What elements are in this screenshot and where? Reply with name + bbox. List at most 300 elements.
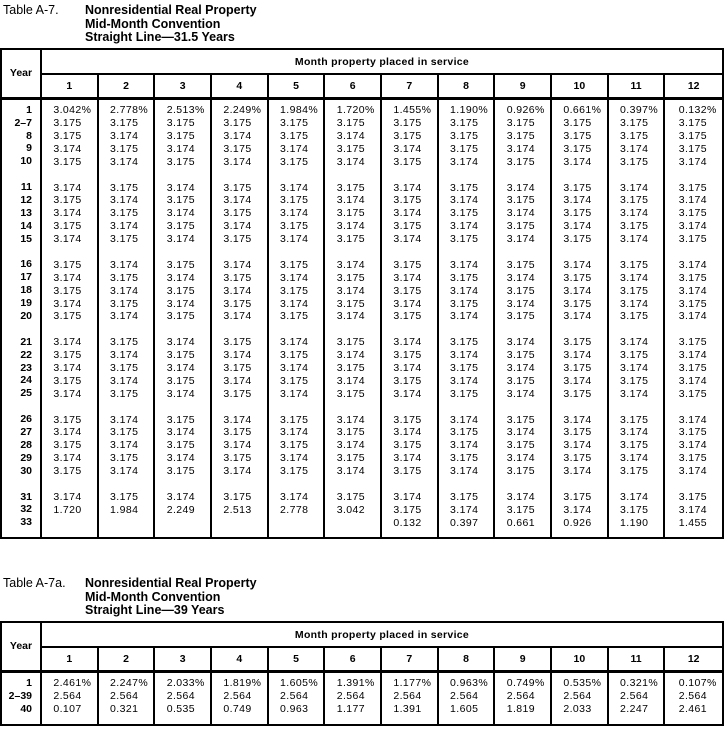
rate-cell (325, 233, 382, 246)
table-header (2, 623, 722, 673)
rate-value: 3.175 (620, 155, 649, 168)
rate-value: 3.175 (450, 117, 479, 130)
rate-value: 3.174 (280, 271, 309, 284)
rate-cell (325, 349, 382, 362)
rate-cell (42, 194, 99, 207)
rate-cell (665, 439, 722, 452)
rate-cell (42, 284, 99, 297)
percent-sign: % (138, 677, 148, 690)
rate-cell (552, 117, 609, 130)
rate-cell (155, 703, 212, 716)
rate-cell (99, 297, 156, 310)
rate-value: 3.174 (450, 155, 479, 168)
rate-cell (155, 426, 212, 439)
rate-value: 3.174 (393, 490, 422, 503)
rate-cell (42, 690, 99, 703)
rate-cell (609, 465, 666, 478)
rate-cell (155, 439, 212, 452)
rate-value: 3.174 (336, 465, 365, 478)
rate-value: 3.174 (336, 155, 365, 168)
rate-cell (495, 413, 552, 426)
rate-cell (665, 374, 722, 387)
rate-value: 3.175 (393, 439, 422, 452)
rate-cell (495, 374, 552, 387)
rate-cell (439, 439, 496, 452)
rate-value: 3.175 (506, 503, 535, 516)
rate-value: 3.174 (506, 490, 535, 503)
year-cell: 11 (2, 181, 42, 194)
rate-value: 3.175 (280, 374, 309, 387)
rate-cell (42, 465, 99, 478)
rate-value: 3.174 (563, 220, 592, 233)
rate-value: 3.175 (336, 452, 365, 465)
rate-value: 3.174 (393, 271, 422, 284)
rate-cell (665, 426, 722, 439)
rate-value: 3.174 (393, 181, 422, 194)
rate-cell (42, 233, 99, 246)
group-gap-cell (212, 400, 269, 413)
rate-value: 3.175 (110, 207, 139, 220)
rate-value: 3.174 (563, 465, 592, 478)
rate-value: 3.175 (223, 336, 252, 349)
rate-cell (439, 310, 496, 323)
rate-cell (609, 310, 666, 323)
rate-cell (495, 336, 552, 349)
rate-cell (382, 491, 439, 504)
rate-cell (382, 362, 439, 375)
spacer-cell (269, 716, 326, 724)
rate-value: 3.175 (393, 374, 422, 387)
rate-value: 2.564 (336, 690, 365, 703)
rate-cell (42, 117, 99, 130)
rate-cell (155, 374, 212, 387)
rate-value: 3.174 (563, 374, 592, 387)
rate-value: 3.174 (678, 374, 707, 387)
rate-value: 3.174 (110, 310, 139, 323)
rate-cell (99, 516, 156, 529)
percent-sign: % (478, 104, 488, 117)
group-gap-cell (495, 478, 552, 491)
rate-cell (495, 516, 552, 529)
rate-cell (325, 413, 382, 426)
rate-value: 3.174 (166, 336, 195, 349)
rate-value: 3.174 (563, 503, 592, 516)
rate-cell (609, 413, 666, 426)
rate-value: 3.175 (620, 374, 649, 387)
rate-value: 2.564 (563, 690, 592, 703)
rate-value: 3.175 (506, 284, 535, 297)
rate-value: 3.175 (280, 465, 309, 478)
rate-value: 3.174 (280, 336, 309, 349)
rate-cell (269, 297, 326, 310)
rate-cell (552, 362, 609, 375)
rate-value: 3.175 (110, 297, 139, 310)
rate-cell (269, 220, 326, 233)
group-gap-cell (212, 168, 269, 181)
document-page (0, 4, 725, 735)
rate-cell (665, 297, 722, 310)
month-column-header: 7 (382, 75, 439, 97)
rate-cell (609, 677, 666, 690)
rate-cell (665, 465, 722, 478)
rate-value: 3.174 (678, 310, 707, 323)
rate-value: 3.175 (506, 310, 535, 323)
rate-value: 3.174 (678, 503, 707, 516)
group-gap-cell (665, 400, 722, 413)
rate-cell (155, 155, 212, 168)
group-gap-cell (325, 246, 382, 259)
percent-sign: % (81, 677, 91, 690)
month-column-header: 6 (325, 75, 382, 97)
group-gap-cell (552, 400, 609, 413)
rate-cell (269, 387, 326, 400)
month-column-header: 6 (325, 648, 382, 670)
rate-value: 3.174 (336, 374, 365, 387)
group-gap-cell (609, 168, 666, 181)
spacer-cell (212, 529, 269, 537)
rate-value: 0.535 (166, 703, 195, 716)
rate-value: 3.175 (53, 284, 82, 297)
rate-cell (439, 181, 496, 194)
rate-cell (495, 220, 552, 233)
rate-cell (665, 194, 722, 207)
rate-cell (42, 516, 99, 529)
rate-value: 3.174 (450, 465, 479, 478)
rate-cell (212, 117, 269, 130)
rate-cell (439, 677, 496, 690)
rate-value: 0.321 (110, 703, 139, 716)
rate-value: 3.174 (393, 336, 422, 349)
rate-cell (382, 181, 439, 194)
rate-cell (609, 284, 666, 297)
rate-cell (212, 284, 269, 297)
year-column-header: Year (2, 50, 42, 97)
rate-cell (269, 284, 326, 297)
rate-value: 3.174 (166, 233, 195, 246)
rate-cell (99, 349, 156, 362)
rate-cell (325, 220, 382, 233)
rate-cell (495, 284, 552, 297)
rate-cell (42, 130, 99, 143)
rate-value: 3.175 (280, 284, 309, 297)
rate-value: 3.175 (280, 258, 309, 271)
rate-value: 3.174 (110, 413, 139, 426)
rate-cell (439, 465, 496, 478)
month-column-header: 1 (42, 648, 99, 670)
rate-value: 3.175 (506, 194, 535, 207)
rate-value: 3.175 (450, 452, 479, 465)
rate-cell (325, 155, 382, 168)
rate-cell (269, 104, 326, 117)
rate-value: 3.175 (678, 233, 707, 246)
rate-value: 3.175 (223, 452, 252, 465)
rate-cell (609, 233, 666, 246)
rate-value: 3.174 (336, 130, 365, 142)
title-line: Nonresidential Real Property (85, 3, 257, 17)
rate-value: 3.175 (563, 336, 592, 349)
group-gap-cell (99, 478, 156, 491)
rate-value: 1.177 (336, 703, 365, 716)
rate-value: 3.175 (280, 349, 309, 362)
rate-cell (609, 155, 666, 168)
rate-value: 2.564 (53, 690, 82, 703)
rate-value: 3.175 (678, 426, 707, 439)
rate-value: 3.175 (450, 387, 479, 400)
percent-sign: % (251, 104, 261, 117)
rate-cell (665, 336, 722, 349)
percent-sign: % (535, 677, 545, 690)
rate-value: 3.174 (336, 413, 365, 426)
rate-cell (155, 207, 212, 220)
rate-value: 3.174 (110, 284, 139, 297)
percent-sign: % (591, 677, 601, 690)
rate-value: 1.720 (336, 104, 365, 117)
rate-cell (382, 349, 439, 362)
rate-value: 3.174 (563, 439, 592, 452)
rate-cell (382, 387, 439, 400)
rate-value: 3.175 (166, 465, 195, 478)
rate-cell (552, 336, 609, 349)
group-gap-cell (439, 323, 496, 336)
group-gap-cell (42, 323, 99, 336)
rate-cell (212, 452, 269, 465)
rate-value: 3.174 (110, 349, 139, 362)
rate-value: 3.174 (506, 426, 535, 439)
spacer-cell (665, 529, 722, 537)
rate-value: 3.174 (393, 142, 422, 155)
month-column-header: 10 (552, 75, 609, 97)
rate-value: 3.174 (678, 349, 707, 362)
year-cell: 23 (2, 362, 42, 375)
rate-value: 3.175 (450, 142, 479, 155)
rate-value: 3.174 (223, 130, 252, 142)
rate-value: 3.175 (678, 452, 707, 465)
rate-cell (382, 258, 439, 271)
rate-value: 3.174 (53, 297, 82, 310)
rate-value: 3.175 (393, 155, 422, 168)
rate-cell (665, 413, 722, 426)
rate-value: 2.564 (110, 690, 139, 703)
rate-cell (269, 349, 326, 362)
rate-cell (325, 374, 382, 387)
rate-cell (325, 387, 382, 400)
year-column-header: Year (2, 623, 42, 670)
year-cell: 22 (2, 349, 42, 362)
group-gap-cell (42, 478, 99, 491)
rate-value: 0.661 (506, 516, 535, 529)
rate-value: 3.175 (450, 207, 479, 220)
group-gap-cell (269, 400, 326, 413)
rate-cell (382, 336, 439, 349)
rate-value: 3.174 (620, 490, 649, 503)
rate-value: 3.174 (563, 258, 592, 271)
rate-cell (42, 387, 99, 400)
rate-value: 0.749 (223, 703, 252, 716)
year-cell: 2–39 (2, 690, 42, 703)
rate-cell (42, 155, 99, 168)
rate-value: 3.174 (450, 310, 479, 323)
rate-cell (325, 439, 382, 452)
rate-value: 3.174 (53, 142, 82, 155)
spacer-cell (382, 529, 439, 537)
rate-value: 3.174 (110, 374, 139, 387)
rate-value: 3.174 (563, 194, 592, 207)
rate-value: 3.174 (280, 490, 309, 503)
month-column-header: 11 (609, 648, 666, 670)
rate-value: 3.175 (280, 439, 309, 452)
rate-value: 1.819 (506, 703, 535, 716)
spacer-cell (155, 716, 212, 724)
group-gap-cell (2, 168, 42, 181)
group-gap-cell (609, 246, 666, 259)
rate-value: 3.175 (393, 413, 422, 426)
group-gap-cell (42, 168, 99, 181)
rate-value: 3.174 (620, 452, 649, 465)
rate-value: 3.174 (506, 207, 535, 220)
group-gap-cell (2, 323, 42, 336)
rate-value: 3.175 (110, 387, 139, 400)
rate-cell (552, 491, 609, 504)
rate-cell (42, 104, 99, 117)
rate-value: 3.175 (506, 439, 535, 452)
rate-cell (665, 703, 722, 716)
rate-value: 2.564 (166, 690, 195, 703)
year-cell: 25 (2, 387, 42, 400)
rate-value: 3.174 (223, 439, 252, 452)
rate-cell (325, 426, 382, 439)
rate-cell (212, 374, 269, 387)
rate-value: 3.175 (678, 207, 707, 220)
year-cell: 21 (2, 336, 42, 349)
rate-cell (552, 155, 609, 168)
group-gap-cell (269, 168, 326, 181)
rate-value: 3.175 (678, 297, 707, 310)
rate-value: 3.174 (563, 155, 592, 168)
rate-cell (155, 452, 212, 465)
rate-cell (495, 503, 552, 516)
rate-value: 3.174 (53, 336, 82, 349)
table-a7-caption (3, 4, 725, 45)
rate-cell (269, 452, 326, 465)
rate-value: 0.397 (450, 516, 479, 529)
percent-sign: % (707, 104, 717, 117)
rate-cell (155, 142, 212, 155)
rate-value: 0.107 (53, 703, 82, 716)
rate-value: 3.175 (280, 130, 309, 142)
rate-cell (155, 297, 212, 310)
rate-cell (552, 130, 609, 143)
rate-cell (665, 491, 722, 504)
rate-value: 3.175 (336, 181, 365, 194)
rate-cell (495, 297, 552, 310)
rate-value: 3.175 (223, 362, 252, 375)
rate-cell (439, 516, 496, 529)
rate-cell (439, 452, 496, 465)
rate-value: 3.175 (620, 194, 649, 207)
rate-value: 3.175 (563, 142, 592, 155)
rate-cell (99, 677, 156, 690)
rate-value: 3.174 (280, 452, 309, 465)
rate-value: 3.174 (620, 233, 649, 246)
group-gap-cell (665, 168, 722, 181)
rate-value: 3.175 (506, 155, 535, 168)
rate-value: 2.033 (563, 703, 592, 716)
year-cell: 19 (2, 297, 42, 310)
rate-cell (325, 465, 382, 478)
rate-cell (155, 284, 212, 297)
rate-cell (382, 439, 439, 452)
rate-cell (382, 677, 439, 690)
rate-cell (552, 104, 609, 117)
rate-cell (212, 258, 269, 271)
group-gap-cell (382, 478, 439, 491)
rate-value: 3.174 (280, 142, 309, 155)
rate-cell (382, 155, 439, 168)
rate-value: 3.174 (280, 207, 309, 220)
rate-cell (552, 503, 609, 516)
rate-cell (495, 142, 552, 155)
rate-value: 3.175 (223, 271, 252, 284)
rate-cell (382, 220, 439, 233)
rate-value: 3.175 (336, 490, 365, 503)
rate-cell (552, 194, 609, 207)
rate-cell (382, 142, 439, 155)
rate-cell (552, 297, 609, 310)
rate-value: 1.391 (393, 703, 422, 716)
rate-value: 3.174 (678, 284, 707, 297)
rate-cell (609, 194, 666, 207)
rate-cell (382, 426, 439, 439)
rate-cell (155, 362, 212, 375)
rate-cell (269, 310, 326, 323)
rate-cell (609, 491, 666, 504)
rate-value: 3.174 (678, 465, 707, 478)
rate-cell (609, 271, 666, 284)
percent-sign: % (535, 104, 545, 117)
rate-cell (552, 310, 609, 323)
rate-value: 3.175 (223, 142, 252, 155)
rate-cell (99, 155, 156, 168)
rate-cell (42, 336, 99, 349)
rate-cell (609, 117, 666, 130)
rate-value: 3.174 (110, 439, 139, 452)
rate-value: 3.175 (166, 310, 195, 323)
group-gap-cell (665, 323, 722, 336)
rate-value: 3.174 (53, 233, 82, 246)
rate-value: 3.174 (280, 387, 309, 400)
table-a7a-caption (3, 577, 725, 618)
rate-cell (609, 426, 666, 439)
rate-cell (609, 374, 666, 387)
rate-cell (99, 336, 156, 349)
rate-value: 3.174 (393, 362, 422, 375)
rate-cell (99, 362, 156, 375)
group-gap-cell (155, 400, 212, 413)
rate-value: 3.175 (678, 387, 707, 400)
rate-cell (155, 310, 212, 323)
rate-cell (269, 503, 326, 516)
rate-value: 3.175 (563, 362, 592, 375)
rate-cell (665, 117, 722, 130)
rate-value: 3.174 (506, 452, 535, 465)
rate-value: 3.175 (53, 194, 82, 207)
rate-value: 3.175 (678, 271, 707, 284)
rate-value: 2.564 (620, 690, 649, 703)
year-cell: 14 (2, 220, 42, 233)
rate-cell (325, 117, 382, 130)
group-gap-cell (552, 323, 609, 336)
rate-cell (269, 362, 326, 375)
